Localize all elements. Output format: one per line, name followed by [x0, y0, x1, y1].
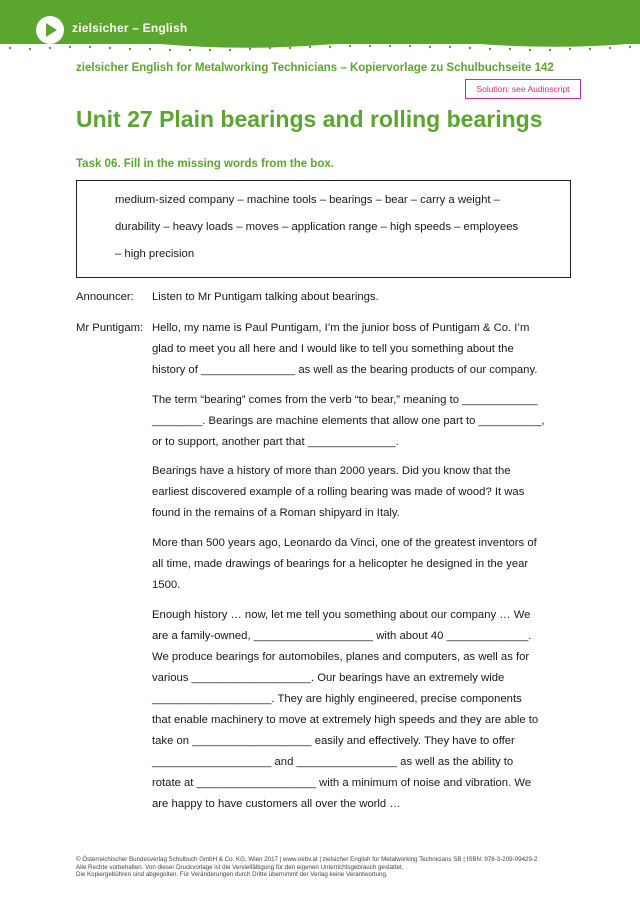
text-line: We produce bearings for automobiles, planes and computers, as well as for: [152, 651, 530, 663]
text-line: history of _______________ as well as the bearing products of our company.: [152, 364, 538, 376]
footer-line: Alle Rechte vorbehalten. Von dieser Druckvorlage ist die Vervielfältigung für den eigenen Unterrichtsgebrauch gestattet.: [76, 863, 404, 871]
text-line: 1500.: [152, 579, 181, 591]
paragraph-4: [152, 533, 572, 596]
footer-line: Die Kopiergebühren sind abgegolten. Für Veränderungen durch Dritte übernimmt der Verlag keine Verantwortung.: [76, 871, 388, 878]
text-line: or to support, another part that ______________.: [152, 436, 399, 448]
text-line: ___________________ and ________________ as well as the ability to: [152, 756, 514, 768]
announcer-text: [152, 287, 572, 308]
word-box-line: – high precision: [115, 248, 195, 260]
text-line: earliest discovered example of a rolling bearing was made of wood? It was: [152, 486, 525, 498]
text-line: ___________________. They are highly engineered, precise components: [152, 693, 522, 705]
text-line: that enable machinery to move at extremely high speeds and they are able to: [152, 714, 539, 726]
text-line: are happy to have customers all over the world …: [152, 798, 401, 810]
text-line: The term “bearing” comes from the verb “to bear,” meaning to ____________: [152, 394, 538, 406]
play-logo-icon: [36, 16, 64, 44]
brand-name: zielsicher – English: [72, 21, 188, 35]
solution-note: Solution: see Audioscript: [465, 79, 581, 99]
speaker-label-puntigam: Mr Puntigam:: [76, 322, 144, 334]
text-line: Hello, my name is Paul Puntigam, I’m the junior boss of Puntigam & Co. I’m: [152, 322, 530, 334]
page-title: Unit 27 Plain bearings and rolling bearings: [76, 106, 543, 132]
speaker-label-announcer: Announcer:: [76, 291, 134, 303]
text-line: all time, made drawings of bearings for a helicopter he designed in the year: [152, 558, 529, 570]
banner-dotted-edge: [0, 38, 640, 52]
text-line: various ___________________. Our bearings have an extremely wide: [152, 672, 505, 684]
paragraph-5: [152, 605, 572, 815]
paragraph-3: [152, 461, 572, 524]
paragraph-1: [152, 318, 572, 381]
paragraph-2: [152, 390, 572, 453]
copyright-footer: [76, 856, 537, 879]
word-box-line: medium-sized company – machine tools – bearings – bear – carry a weight –: [115, 194, 500, 206]
footer-line: © Österreichischer Bundesverlag Schulbuch GmbH & Co. KG, Wien 2017 | www.oebv.at | zielsicher English for Metalworking Technicians SB | ISBN: 978-3-209-09429-2: [76, 856, 538, 863]
text-line: take on ___________________ easily and effectively. They have to offer: [152, 735, 515, 747]
text-line: Enough history … now, let me tell you something about our company … We: [152, 609, 531, 621]
text-line: Listen to Mr Puntigam talking about bearings.: [152, 291, 379, 303]
text-line: Bearings have a history of more than 2000 years. Did you know that the: [152, 465, 511, 477]
text-line: are a family-owned, ___________________ with about 40 _____________.: [152, 630, 532, 642]
text-line: found in the remains of a Roman shipyard in Italy.: [152, 507, 400, 519]
text-line: glad to meet you all here and I would like to tell you something about the: [152, 343, 514, 355]
task-instruction: Task 06. Fill in the missing words from the box.: [76, 158, 334, 170]
text-line: ________. Bearings are machine elements that allow one part to __________,: [152, 415, 545, 427]
word-box: [76, 180, 571, 278]
word-box-line: durability – heavy loads – moves – application range – high speeds – employees: [115, 221, 519, 233]
text-line: rotate at ___________________ with a minimum of noise and vibration. We: [152, 777, 532, 789]
text-line: More than 500 years ago, Leonardo da Vinci, one of the greatest inventors of: [152, 537, 537, 549]
page-subtitle: zielsicher English for Metalworking Technicians – Kopiervorlage zu Schulbuchseite 142: [76, 62, 554, 74]
